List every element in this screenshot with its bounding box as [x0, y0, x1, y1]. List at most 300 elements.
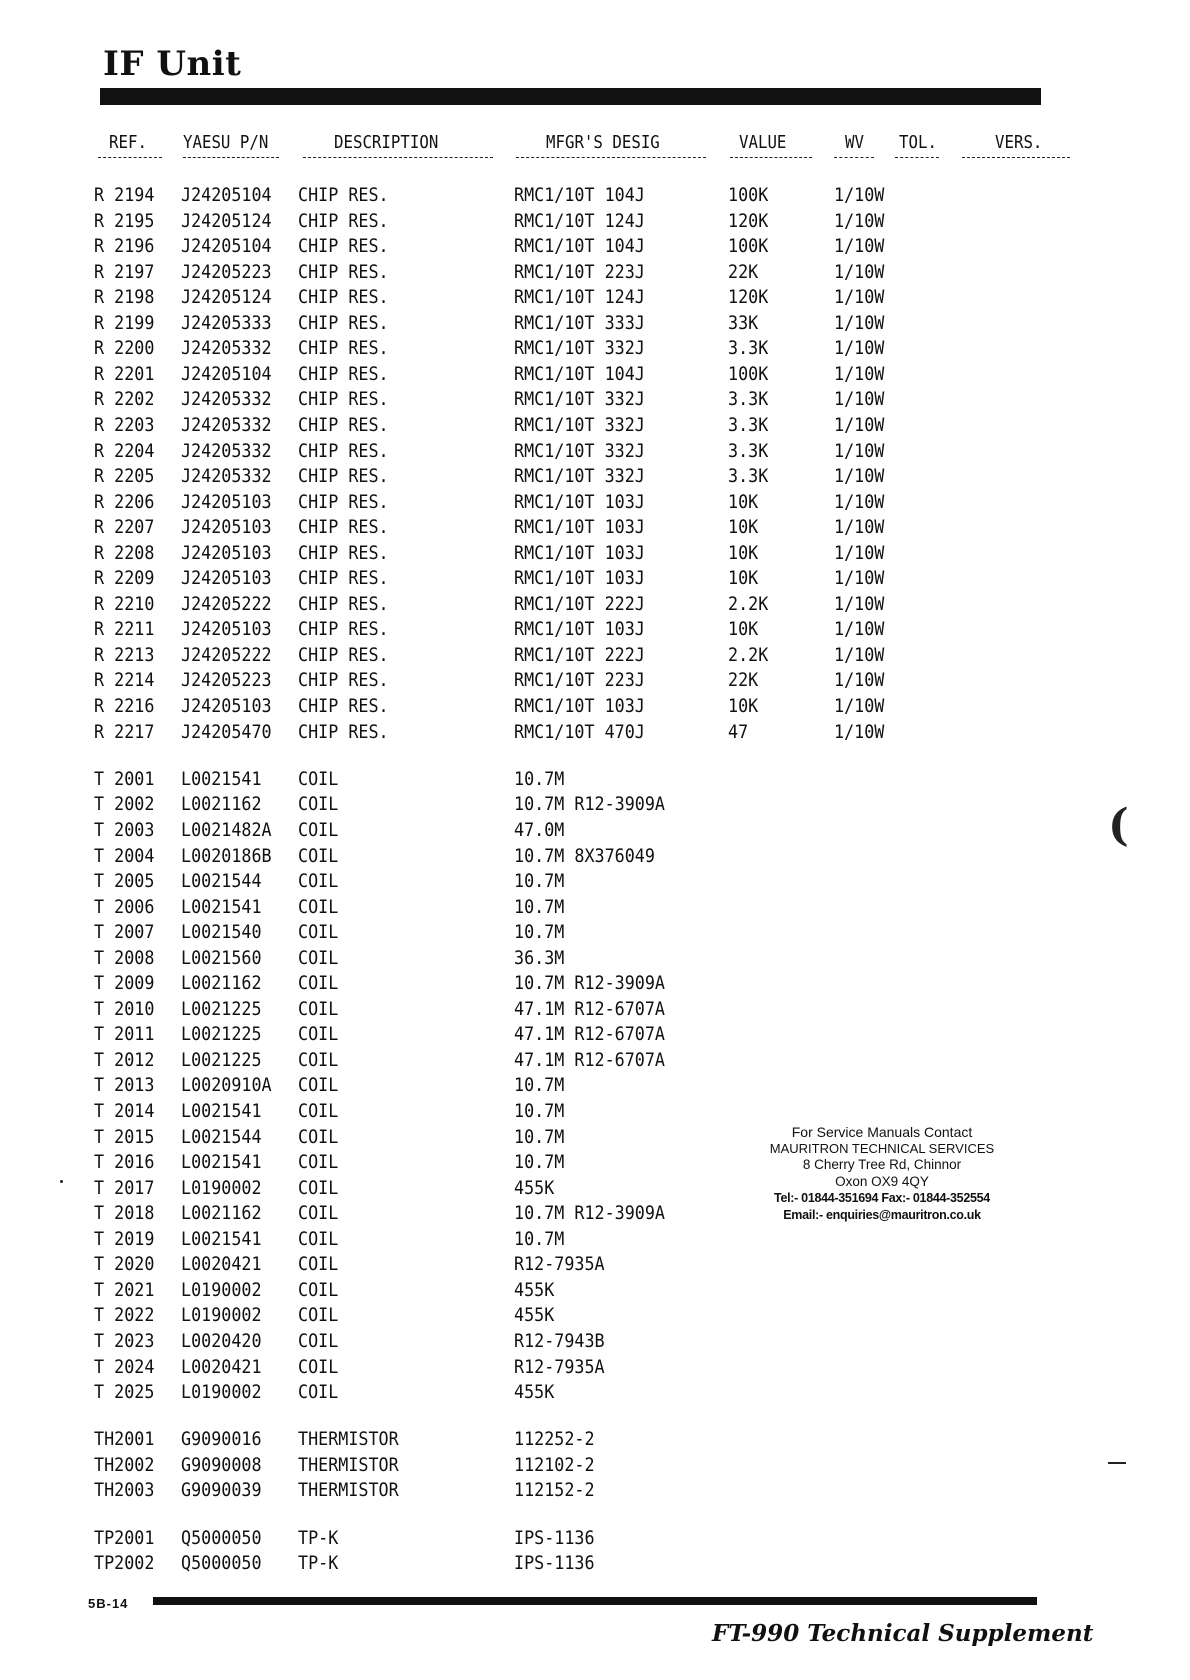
cell-mfgr-desig: 10.7M [514, 1125, 565, 1148]
cell-mfgr-desig: RMC1/10T 332J [514, 388, 645, 411]
table-row [0, 1022, 1190, 1048]
cell-part-number: L0021162 [181, 793, 262, 816]
cell-ref: T 2025 [94, 1381, 155, 1403]
cell-description: CHIP RES. [298, 592, 389, 615]
cell-mfgr-desig: 112252-2 [514, 1428, 595, 1451]
cell-wv: 1/10W [834, 388, 885, 411]
column-header-value: VALUE [739, 133, 787, 153]
table-row [0, 1551, 1190, 1577]
cell-mfgr-desig: RMC1/10T 103J [514, 618, 645, 641]
cell-part-number: L0021225 [181, 1023, 262, 1046]
cell-description: COIL [298, 1202, 339, 1225]
cell-part-number: J24205124 [181, 209, 272, 232]
cell-description: COIL [298, 997, 339, 1020]
cell-part-number: L0021540 [181, 921, 262, 944]
cell-mfgr-desig: 10.7M [514, 767, 565, 790]
cell-ref: R 2199 [94, 311, 155, 334]
table-row [0, 997, 1190, 1023]
cell-mfgr-desig: 47.0M [514, 818, 565, 841]
cell-mfgr-desig: 10.7M [514, 1100, 565, 1122]
table-row [0, 895, 1190, 921]
cell-ref: R 2194 [94, 184, 155, 206]
cell-description: CHIP RES. [298, 669, 389, 692]
table-row [0, 617, 1190, 643]
column-header-part-number: YAESU P/N [183, 133, 269, 153]
cell-mfgr-desig: RMC1/10T 124J [514, 209, 645, 232]
cell-ref: TP2002 [94, 1552, 155, 1575]
table-row [0, 362, 1190, 388]
table-row [0, 260, 1190, 286]
cell-part-number: L0021541 [181, 1100, 262, 1122]
cell-wv: 1/10W [834, 720, 885, 743]
contact-line: Email:- enquiries@mauritron.co.uk [783, 1207, 981, 1222]
cell-description: CHIP RES. [298, 414, 389, 436]
cell-part-number: J24205103 [181, 541, 272, 564]
cell-part-number: L0021544 [181, 870, 262, 892]
cell-part-number: J24205223 [181, 260, 272, 283]
table-row [0, 515, 1190, 541]
cell-description: CHIP RES. [298, 541, 389, 564]
cell-part-number: L0190002 [181, 1278, 262, 1301]
table-row [0, 1478, 1190, 1504]
cell-wv: 1/10W [834, 337, 885, 360]
cell-description: COIL [298, 946, 339, 969]
cell-value: 3.3K [728, 414, 769, 436]
cell-description: COIL [298, 895, 339, 918]
footer-title: FT-990 Technical Supplement [712, 1620, 1094, 1647]
cell-part-number: J24205332 [181, 414, 272, 436]
column-header-vers: VERS. [995, 133, 1043, 153]
cell-value: 2.2K [728, 592, 769, 615]
cell-description: CHIP RES. [298, 516, 389, 539]
cell-wv: 1/10W [834, 695, 885, 717]
cell-mfgr-desig: RMC1/10T 103J [514, 541, 645, 564]
cell-part-number: J24205332 [181, 465, 272, 488]
cell-mfgr-desig: 10.7M R12-3909A [514, 793, 666, 816]
cell-description: CHIP RES. [298, 695, 389, 717]
cell-value: 3.3K [728, 465, 769, 488]
cell-description: COIL [298, 1227, 339, 1250]
cell-ref: T 2016 [94, 1151, 155, 1174]
cell-description: COIL [298, 1100, 339, 1122]
cell-ref: R 2201 [94, 362, 155, 385]
cell-mfgr-desig: RMC1/10T 222J [514, 592, 645, 615]
cell-part-number: L0021482A [181, 818, 272, 841]
cell-wv: 1/10W [834, 567, 885, 590]
cell-mfgr-desig: RMC1/10T 223J [514, 669, 645, 692]
cell-mfgr-desig: 10.7M [514, 1151, 565, 1174]
cell-value: 3.3K [728, 388, 769, 411]
cell-wv: 1/10W [834, 618, 885, 641]
table-row [0, 413, 1190, 439]
table-row [0, 1278, 1190, 1304]
cell-wv: 1/10W [834, 490, 885, 513]
binding-hole-mark: ( [1108, 800, 1129, 851]
cell-mfgr-desig: RMC1/10T 470J [514, 720, 645, 743]
cell-description: COIL [298, 1151, 339, 1174]
cell-description: CHIP RES. [298, 311, 389, 334]
cell-value: 10K [728, 516, 759, 539]
cell-description: THERMISTOR [298, 1453, 399, 1476]
cell-mfgr-desig: RMC1/10T 332J [514, 414, 645, 436]
cell-mfgr-desig: 47.1M R12-6707A [514, 1048, 666, 1071]
cell-description: COIL [298, 1253, 339, 1276]
cell-part-number: L0020421 [181, 1355, 262, 1378]
table-row [0, 1427, 1190, 1453]
cell-description: CHIP RES. [298, 209, 389, 232]
cell-part-number: J24205103 [181, 618, 272, 641]
table-row [0, 668, 1190, 694]
cell-wv: 1/10W [834, 541, 885, 564]
cell-part-number: L0020421 [181, 1253, 262, 1276]
cell-description: CHIP RES. [298, 465, 389, 488]
cell-ref: T 2011 [94, 1023, 155, 1046]
cell-part-number: J24205103 [181, 695, 272, 717]
cell-value: 3.3K [728, 337, 769, 360]
cell-mfgr-desig: RMC1/10T 332J [514, 465, 645, 488]
cell-description: CHIP RES. [298, 286, 389, 309]
table-row [0, 869, 1190, 895]
table-row [0, 183, 1190, 209]
cell-part-number: Q5000050 [181, 1526, 262, 1549]
cell-wv: 1/10W [834, 209, 885, 232]
cell-description: CHIP RES. [298, 388, 389, 411]
cell-mfgr-desig: RMC1/10T 333J [514, 311, 645, 334]
cell-description: COIL [298, 870, 339, 892]
cell-value: 47 [728, 720, 749, 743]
cell-ref: T 2003 [94, 818, 155, 841]
cell-part-number: L0021541 [181, 1151, 262, 1174]
cell-description: CHIP RES. [298, 567, 389, 590]
cell-mfgr-desig: 112102-2 [514, 1453, 595, 1476]
table-row [0, 971, 1190, 997]
cell-wv: 1/10W [834, 516, 885, 539]
cell-ref: TH2002 [94, 1453, 155, 1476]
table-row [0, 720, 1190, 746]
cell-ref: T 2024 [94, 1355, 155, 1378]
cell-description: CHIP RES. [298, 362, 389, 385]
cell-part-number: L0020910A [181, 1074, 272, 1097]
cell-part-number: L0021162 [181, 972, 262, 995]
cell-part-number: J24205222 [181, 592, 272, 615]
table-row [0, 920, 1190, 946]
cell-value: 120K [728, 286, 769, 309]
cell-part-number: G9090016 [181, 1428, 262, 1451]
table-row [0, 592, 1190, 618]
cell-mfgr-desig: RMC1/10T 223J [514, 260, 645, 283]
cell-ref: R 2207 [94, 516, 155, 539]
table-row [0, 1073, 1190, 1099]
cell-mfgr-desig: RMC1/10T 104J [514, 235, 645, 258]
table-row [0, 336, 1190, 362]
cell-ref: T 2002 [94, 793, 155, 816]
cell-part-number: Q5000050 [181, 1552, 262, 1575]
cell-mfgr-desig: RMC1/10T 104J [514, 184, 645, 206]
cell-mfgr-desig: RMC1/10T 332J [514, 439, 645, 462]
page-number: 5B-14 [88, 1596, 129, 1611]
cell-mfgr-desig: R12-7935A [514, 1253, 605, 1276]
cell-part-number: L0021225 [181, 997, 262, 1020]
cell-ref: R 2198 [94, 286, 155, 309]
column-header-description: DESCRIPTION [334, 133, 439, 153]
cell-ref: T 2019 [94, 1227, 155, 1250]
cell-mfgr-desig: 455K [514, 1176, 555, 1199]
cell-mfgr-desig: 47.1M R12-6707A [514, 997, 666, 1020]
cell-description: COIL [298, 1278, 339, 1301]
cell-mfgr-desig: RMC1/10T 103J [514, 567, 645, 590]
cell-ref: R 2204 [94, 439, 155, 462]
cell-mfgr-desig: R12-7943B [514, 1329, 605, 1352]
cell-ref: T 2007 [94, 921, 155, 944]
cell-description: CHIP RES. [298, 643, 389, 666]
cell-ref: R 2216 [94, 695, 155, 717]
cell-description: COIL [298, 818, 339, 841]
cell-part-number: J24205333 [181, 311, 272, 334]
table-row [0, 209, 1190, 235]
cell-mfgr-desig: RMC1/10T 332J [514, 337, 645, 360]
cell-ref: R 2210 [94, 592, 155, 615]
cell-ref: T 2012 [94, 1048, 155, 1071]
cell-mfgr-desig: 10.7M 8X376049 [514, 844, 655, 867]
cell-value: 10K [728, 567, 759, 590]
cell-ref: R 2200 [94, 337, 155, 360]
cell-value: 100K [728, 184, 769, 206]
cell-description: CHIP RES. [298, 184, 389, 206]
cell-ref: TH2003 [94, 1479, 155, 1502]
cell-mfgr-desig: RMC1/10T 103J [514, 516, 645, 539]
cell-wv: 1/10W [834, 465, 885, 488]
cell-ref: R 2205 [94, 465, 155, 488]
cell-ref: T 2008 [94, 946, 155, 969]
cell-mfgr-desig: IPS-1136 [514, 1552, 595, 1575]
cell-part-number: L0020186B [181, 844, 272, 867]
cell-description: CHIP RES. [298, 618, 389, 641]
cell-part-number: J24205470 [181, 720, 272, 743]
cell-description: COIL [298, 767, 339, 790]
cell-ref: R 2195 [94, 209, 155, 232]
table-row [0, 1303, 1190, 1329]
cell-ref: T 2020 [94, 1253, 155, 1276]
cell-description: COIL [298, 1329, 339, 1352]
cell-ref: R 2211 [94, 618, 155, 641]
cell-ref: T 2022 [94, 1304, 155, 1327]
cell-ref: R 2213 [94, 643, 155, 666]
cell-part-number: J24205104 [181, 235, 272, 258]
table-row [0, 387, 1190, 413]
cell-wv: 1/10W [834, 286, 885, 309]
cell-description: COIL [298, 1023, 339, 1046]
table-row [0, 566, 1190, 592]
cell-ref: T 2004 [94, 844, 155, 867]
cell-wv: 1/10W [834, 311, 885, 334]
table-row [0, 844, 1190, 870]
cell-wv: 1/10W [834, 669, 885, 692]
cell-description: TP-K [298, 1526, 339, 1549]
contact-line: 8 Cherry Tree Rd, Chinnor [802, 1157, 962, 1172]
table-row [0, 792, 1190, 818]
contact-line: MAURITRON TECHNICAL SERVICES [769, 1140, 995, 1156]
cell-description: CHIP RES. [298, 260, 389, 283]
cell-value: 10K [728, 618, 759, 641]
cell-mfgr-desig: R12-7935A [514, 1355, 605, 1378]
cell-ref: R 2206 [94, 490, 155, 513]
cell-ref: T 2013 [94, 1074, 155, 1097]
cell-description: COIL [298, 1048, 339, 1071]
cell-value: 10K [728, 490, 759, 513]
table-row [0, 946, 1190, 972]
cell-description: COIL [298, 921, 339, 944]
cell-mfgr-desig: RMC1/10T 104J [514, 362, 645, 385]
cell-ref: TH2001 [94, 1428, 155, 1451]
cell-wv: 1/10W [834, 362, 885, 385]
cell-ref: T 2009 [94, 972, 155, 995]
table-row [0, 643, 1190, 669]
cell-wv: 1/10W [834, 439, 885, 462]
cell-part-number: L0020420 [181, 1329, 262, 1352]
cell-part-number: J24205124 [181, 286, 272, 309]
column-header-mfgr-desig: MFGR'S DESIG [546, 133, 660, 153]
table-row [0, 439, 1190, 465]
cell-part-number: L0021544 [181, 1125, 262, 1148]
table-row [0, 1099, 1190, 1125]
cell-mfgr-desig: RMC1/10T 222J [514, 643, 645, 666]
cell-mfgr-desig: 47.1M R12-6707A [514, 1023, 666, 1046]
table-row [0, 1380, 1190, 1406]
cell-part-number: J24205104 [181, 184, 272, 206]
contact-line: For Service Manuals Contact [791, 1124, 973, 1140]
cell-part-number: L0021541 [181, 767, 262, 790]
scan-speck [60, 1180, 63, 1183]
cell-value: 33K [728, 311, 759, 334]
cell-description: COIL [298, 1125, 339, 1148]
column-header-tol: TOL. [899, 133, 937, 153]
bottom-rule [153, 1597, 1037, 1605]
cell-mfgr-desig: 112152-2 [514, 1479, 595, 1502]
cell-wv: 1/10W [834, 592, 885, 615]
cell-mfgr-desig: 10.7M [514, 921, 565, 944]
cell-value: 10K [728, 695, 759, 717]
cell-wv: 1/10W [834, 643, 885, 666]
cell-description: COIL [298, 1381, 339, 1403]
table-row [0, 1453, 1190, 1479]
cell-wv: 1/10W [834, 235, 885, 258]
cell-part-number: J24205332 [181, 337, 272, 360]
cell-part-number: L0021541 [181, 1227, 262, 1250]
cell-description: COIL [298, 972, 339, 995]
cell-description: COIL [298, 844, 339, 867]
cell-ref: TP2001 [94, 1526, 155, 1549]
cell-value: 3.3K [728, 439, 769, 462]
cell-ref: T 2005 [94, 870, 155, 892]
cell-mfgr-desig: 10.7M [514, 870, 565, 892]
cell-part-number: L0190002 [181, 1304, 262, 1327]
cell-part-number: J24205223 [181, 669, 272, 692]
table-row [0, 285, 1190, 311]
cell-description: COIL [298, 1355, 339, 1378]
cell-mfgr-desig: 455K [514, 1381, 555, 1403]
cell-mfgr-desig: RMC1/10T 124J [514, 286, 645, 309]
cell-part-number: L0021560 [181, 946, 262, 969]
cell-ref: R 2203 [94, 414, 155, 436]
cell-part-number: L0021225 [181, 1048, 262, 1071]
cell-value: 120K [728, 209, 769, 232]
cell-part-number: L0190002 [181, 1176, 262, 1199]
cell-value: 100K [728, 235, 769, 258]
cell-description: THERMISTOR [298, 1479, 399, 1502]
cell-part-number: G9090008 [181, 1453, 262, 1476]
cell-description: CHIP RES. [298, 337, 389, 360]
cell-description: CHIP RES. [298, 490, 389, 513]
cell-ref: R 2209 [94, 567, 155, 590]
cell-value: 100K [728, 362, 769, 385]
cell-ref: T 2001 [94, 767, 155, 790]
contact-line: Oxon OX9 4QY [835, 1173, 929, 1189]
cell-description: THERMISTOR [298, 1428, 399, 1451]
cell-ref: T 2006 [94, 895, 155, 918]
cell-wv: 1/10W [834, 184, 885, 206]
table-row [0, 464, 1190, 490]
table-row [0, 694, 1190, 720]
service-contact-block [732, 1124, 1032, 1223]
cell-part-number: L0190002 [181, 1381, 262, 1403]
cell-description: CHIP RES. [298, 720, 389, 743]
cell-ref: T 2010 [94, 997, 155, 1020]
cell-part-number: L0021162 [181, 1202, 262, 1225]
cell-description: COIL [298, 1176, 339, 1199]
cell-mfgr-desig: RMC1/10T 103J [514, 695, 645, 717]
table-row [0, 1526, 1190, 1552]
cell-part-number: J24205103 [181, 516, 272, 539]
table-row [0, 1252, 1190, 1278]
cell-mfgr-desig: 455K [514, 1278, 555, 1301]
cell-part-number: G9090039 [181, 1479, 262, 1502]
cell-part-number: J24205103 [181, 490, 272, 513]
cell-part-number: J24205222 [181, 643, 272, 666]
contact-line: Tel:- 01844-351694 Fax:- 01844-352554 [774, 1191, 990, 1205]
cell-ref: T 2021 [94, 1278, 155, 1301]
table-row [0, 311, 1190, 337]
cell-part-number: J24205332 [181, 388, 272, 411]
cell-description: COIL [298, 1074, 339, 1097]
cell-part-number: J24205103 [181, 567, 272, 590]
cell-description: CHIP RES. [298, 439, 389, 462]
cell-mfgr-desig: 10.7M [514, 1074, 565, 1097]
table-row [0, 490, 1190, 516]
cell-description: TP-K [298, 1552, 339, 1575]
cell-description: COIL [298, 1304, 339, 1327]
table-row [0, 818, 1190, 844]
cell-mfgr-desig: 10.7M R12-3909A [514, 972, 666, 995]
cell-mfgr-desig: 10.7M R12-3909A [514, 1202, 666, 1225]
cell-wv: 1/10W [834, 260, 885, 283]
cell-ref: T 2014 [94, 1100, 155, 1122]
table-row [0, 767, 1190, 793]
cell-mfgr-desig: 10.7M [514, 895, 565, 918]
cell-mfgr-desig: 10.7M [514, 1227, 565, 1250]
cell-ref: R 2197 [94, 260, 155, 283]
cell-mfgr-desig: 455K [514, 1304, 555, 1327]
table-row [0, 541, 1190, 567]
table-row [0, 1329, 1190, 1355]
page-title: IF Unit [103, 44, 242, 84]
cell-part-number: J24205104 [181, 362, 272, 385]
cell-ref: R 2208 [94, 541, 155, 564]
table-row [0, 234, 1190, 260]
binding-hole-mark [1108, 1462, 1126, 1464]
cell-mfgr-desig: 36.3M [514, 946, 565, 969]
cell-ref: T 2023 [94, 1329, 155, 1352]
cell-ref: R 2196 [94, 235, 155, 258]
